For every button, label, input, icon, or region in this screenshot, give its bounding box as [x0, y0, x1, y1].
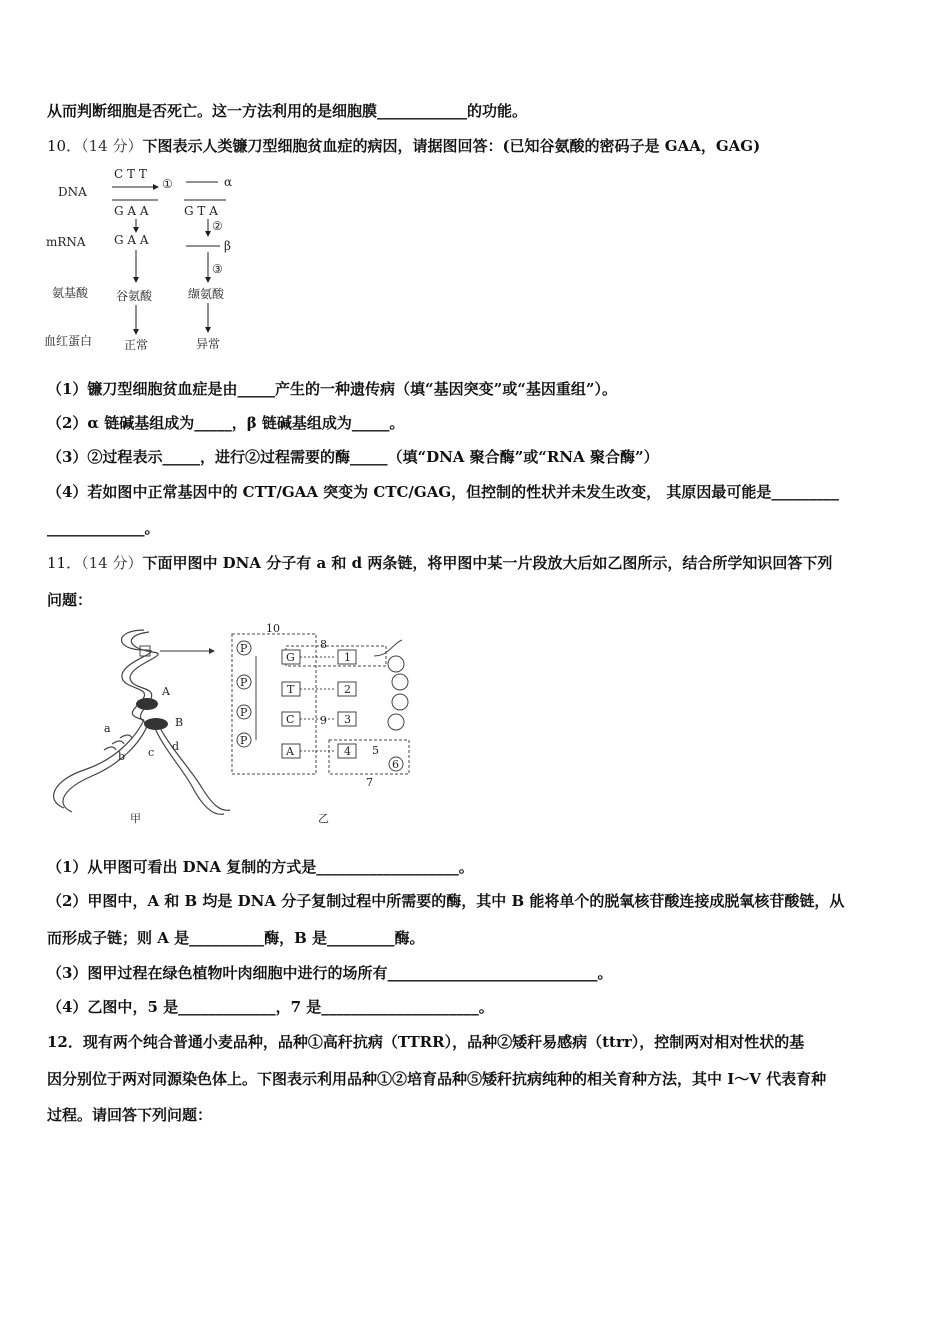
mutant-strand: G T A: [184, 204, 218, 218]
dna-ladder: [237, 622, 403, 789]
enzyme-a-icon: [136, 698, 158, 710]
q11-sub-1: （1）从甲图可看出 DNA 复制的方式是___________________。: [47, 858, 474, 876]
alpha-label: α: [224, 175, 233, 189]
num-9: 9: [320, 714, 327, 727]
dna-bottom-strand: G A A: [114, 204, 149, 218]
enzyme-b-icon: [144, 718, 168, 730]
aa-right: 缬氨酸: [188, 287, 225, 301]
num-6: 6: [392, 758, 399, 771]
p-3: P: [240, 706, 248, 719]
p-4: P: [240, 734, 248, 747]
p-2: P: [240, 676, 248, 689]
caption-yi: 乙: [318, 812, 329, 825]
q10-sub-4-cont: _____________。: [47, 519, 160, 537]
aa-left: 谷氨酸: [116, 289, 153, 303]
replication-fork: [54, 630, 230, 814]
base-c: C: [286, 713, 295, 726]
base-a: A: [286, 745, 294, 758]
label-B: B: [175, 716, 184, 729]
q11-sub-3: （3）图甲过程在绿色植物叶肉细胞中进行的场所有____________________________。: [47, 964, 613, 982]
beta-label: β: [224, 239, 231, 253]
num-7: 7: [366, 776, 373, 789]
label-c: c: [148, 746, 155, 759]
base-t: T: [287, 683, 295, 696]
row-dna-label: DNA: [58, 185, 87, 199]
q10-number: 10．: [47, 137, 82, 155]
num-8: 8: [320, 638, 327, 651]
q12-stem: 12．现有两个纯合普通小麦品种，品种①高秆抗病（TTRR），品种②矮秆易感病（ttrr），控制两对相对性状的基: [47, 1033, 805, 1051]
row-mrna-label: mRNA: [46, 235, 86, 249]
hb-left: 正常: [124, 338, 149, 352]
mrna-left: G A A: [114, 233, 149, 247]
step-2-label: ②: [212, 219, 223, 233]
label-A: A: [162, 685, 170, 698]
q11-sub-4: （4）乙图中，5 是_____________，7 是_____________________。: [47, 998, 494, 1016]
q11-figure: [44, 620, 424, 830]
dna-top-strand: C T T: [114, 167, 147, 181]
q11-number: 11．: [47, 554, 82, 572]
q11-sub-2: （2）甲图中，A 和 B 均是 DNA 分子复制过程中所需要的酶，其中 B 能将单个的脱氧核苷酸连接成脱氧核苷酸链，从: [47, 892, 845, 910]
q10-sub-2: （2）α 链碱基组成为_____，β 链碱基组成为_____。: [47, 414, 405, 432]
q12-stem-cont-2: 过程。请回答下列问题：: [47, 1106, 213, 1124]
q10-text: 下图表示人类镰刀型细胞贫血症的病因，请据图回答：(已知谷氨酸的密码子是 GAA，GAG): [142, 137, 761, 155]
step-3-label: ③: [212, 262, 223, 276]
label-d: d: [172, 740, 180, 753]
row-hb-label: 血红蛋白: [44, 334, 93, 348]
q11-stem: [47, 553, 832, 573]
q10-sub-1: （1）镰刀型细胞贫血症是由_____产生的一种遗传病（填“基因突变”或“基因重组”）。: [47, 380, 617, 398]
row-aa-label: 氨基酸: [52, 286, 89, 300]
q10-sub-4: （4）若如图中正常基因中的 CTT/GAA 突变为 CTC/GAG，但控制的性状并未发生改变， 其原因最可能是_________: [47, 483, 839, 501]
q11-text: 下面甲图中 DNA 分子有 a 和 d 两条链，将甲图中某一片段放大后如乙图所示，结合所学知识回答下列: [142, 554, 833, 572]
num-3: 3: [344, 713, 351, 726]
q10-stem: [47, 136, 760, 156]
line-q9-end: 从而判断细胞是否死亡。这一方法利用的是细胞膜____________的功能。: [47, 102, 528, 120]
hb-right: 异常: [196, 337, 221, 351]
num-5: 5: [372, 744, 379, 757]
num-10: 10: [266, 622, 280, 635]
caption-jia: 甲: [130, 812, 141, 825]
q10-sub-3: （3）②过程表示_____，进行②过程需要的酶_____（填“DNA 聚合酶”或“RNA 聚合酶”）: [47, 448, 659, 466]
p-1: P: [240, 642, 248, 655]
step-1-label: ①: [162, 177, 173, 191]
q10-figure: [40, 160, 270, 360]
base-g: G: [286, 651, 295, 664]
label-b: b: [118, 750, 126, 763]
q12-stem-cont: 因分别位于两对同源染色体上。下图表示利用品种①②培育品种⑤矮秆抗病纯种的相关育种方法，其中 I～V 代表育种: [47, 1070, 827, 1088]
q11-score: （14 分）: [81, 554, 143, 572]
q11-stem-cont: 问题：: [47, 591, 93, 609]
num-2: 2: [344, 683, 351, 696]
num-1: 1: [344, 651, 351, 664]
q10-score: （14 分）: [81, 137, 143, 155]
q11-sub-2-cont: 而形成子链；则 A 是__________酶，B 是_________酶。: [47, 929, 425, 947]
label-a: a: [104, 722, 111, 735]
num-4: 4: [344, 745, 351, 758]
